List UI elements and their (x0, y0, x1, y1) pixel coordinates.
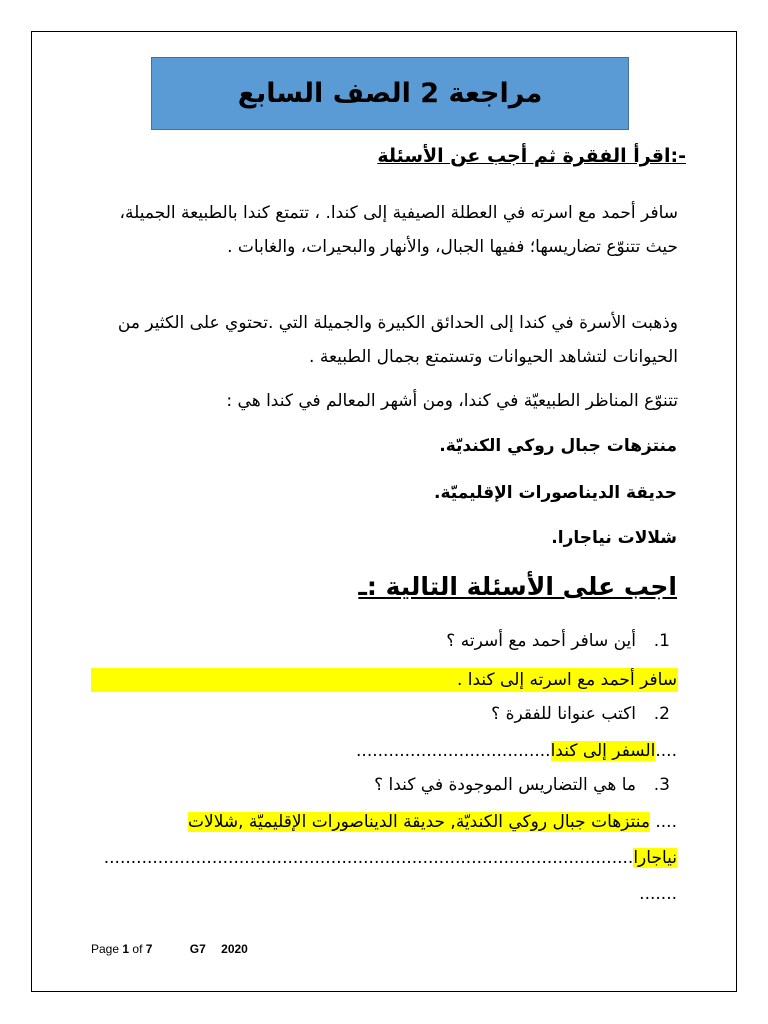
answer-highlight-text: نياجارا (633, 848, 677, 868)
landmark-item: حديقة الديناصورات الإقليميّة. (434, 483, 677, 503)
answer-2 (356, 741, 677, 761)
footer-grade-code: G7 (189, 942, 206, 956)
answer-3-line-1 (188, 812, 677, 832)
answer-3-line-3: ....... (639, 884, 677, 904)
question-number: 2. (653, 704, 670, 724)
footer-page-label: Page (91, 942, 120, 956)
paragraph-3: تتنوّع المناظر الطبيعيّة في كندا، ومن أشهر المعالم في كندا هي : (226, 391, 678, 411)
page-footer (91, 942, 248, 956)
footer-page-current: 1 (122, 942, 130, 956)
landmark-item: شلالات نياجارا. (551, 528, 677, 548)
answer-highlight-text: السفر إلى كندا (550, 741, 656, 761)
answer-dots: .................................................................................................. (103, 848, 634, 868)
question-number: 3. (653, 775, 670, 795)
question-row (491, 704, 670, 724)
question-row (446, 631, 670, 651)
section-heading: اجب على الأسئلة التالية :ـ (358, 572, 677, 601)
page-title-text: مراجعة 2 الصف السابع (237, 78, 543, 109)
answer-3-line-2 (104, 848, 677, 868)
answer-1: سافر أحمد مع اسرته إلى كندا . (456, 670, 677, 690)
answer-prefix: .... (655, 741, 677, 761)
footer-page-total: 7 (145, 942, 153, 956)
question-text: ما هي التضاريس الموجودة في كندا ؟ (374, 775, 636, 795)
question-row (374, 775, 670, 795)
paragraph-1: سافر أحمد مع اسرته في العطلة الصيفية إلى كندا. ، تتمتع كندا بالطبيعة الجميلة، حيث تتنوّع تضاريسها؛ ففيها الجبال، والأنهار والبحيرات، والغابات . (119, 203, 678, 257)
answer-dots: .................................... (356, 741, 551, 761)
footer-year: 2020 (221, 942, 248, 956)
question-number: 1. (653, 631, 670, 651)
instruction-heading: -:اقرأ الفقرة ثم أجب عن الأسئلة (377, 145, 686, 167)
question-text: اكتب عنوانا للفقرة ؟ (491, 704, 636, 724)
answer-prefix: .... (655, 812, 677, 832)
paragraph-2: وذهبت الأسرة في كندا إلى الحدائق الكبيرة والجميلة التي .تحتوي على الكثير من الحيوانات لتشاهد الحيوانات وتستمتع بجمال الطبيعة . (117, 313, 678, 367)
page-title (151, 57, 629, 130)
answer-highlight-text: منتزهات جبال روكي الكنديّة, حديقة الديناصورات الإقليميّة ,شلالات (188, 812, 650, 832)
question-text: أين سافر أحمد مع أسرته ؟ (446, 631, 636, 651)
footer-of-label: of (132, 942, 143, 956)
landmark-item: منتزهات جبال روكي الكنديّة. (439, 436, 677, 456)
